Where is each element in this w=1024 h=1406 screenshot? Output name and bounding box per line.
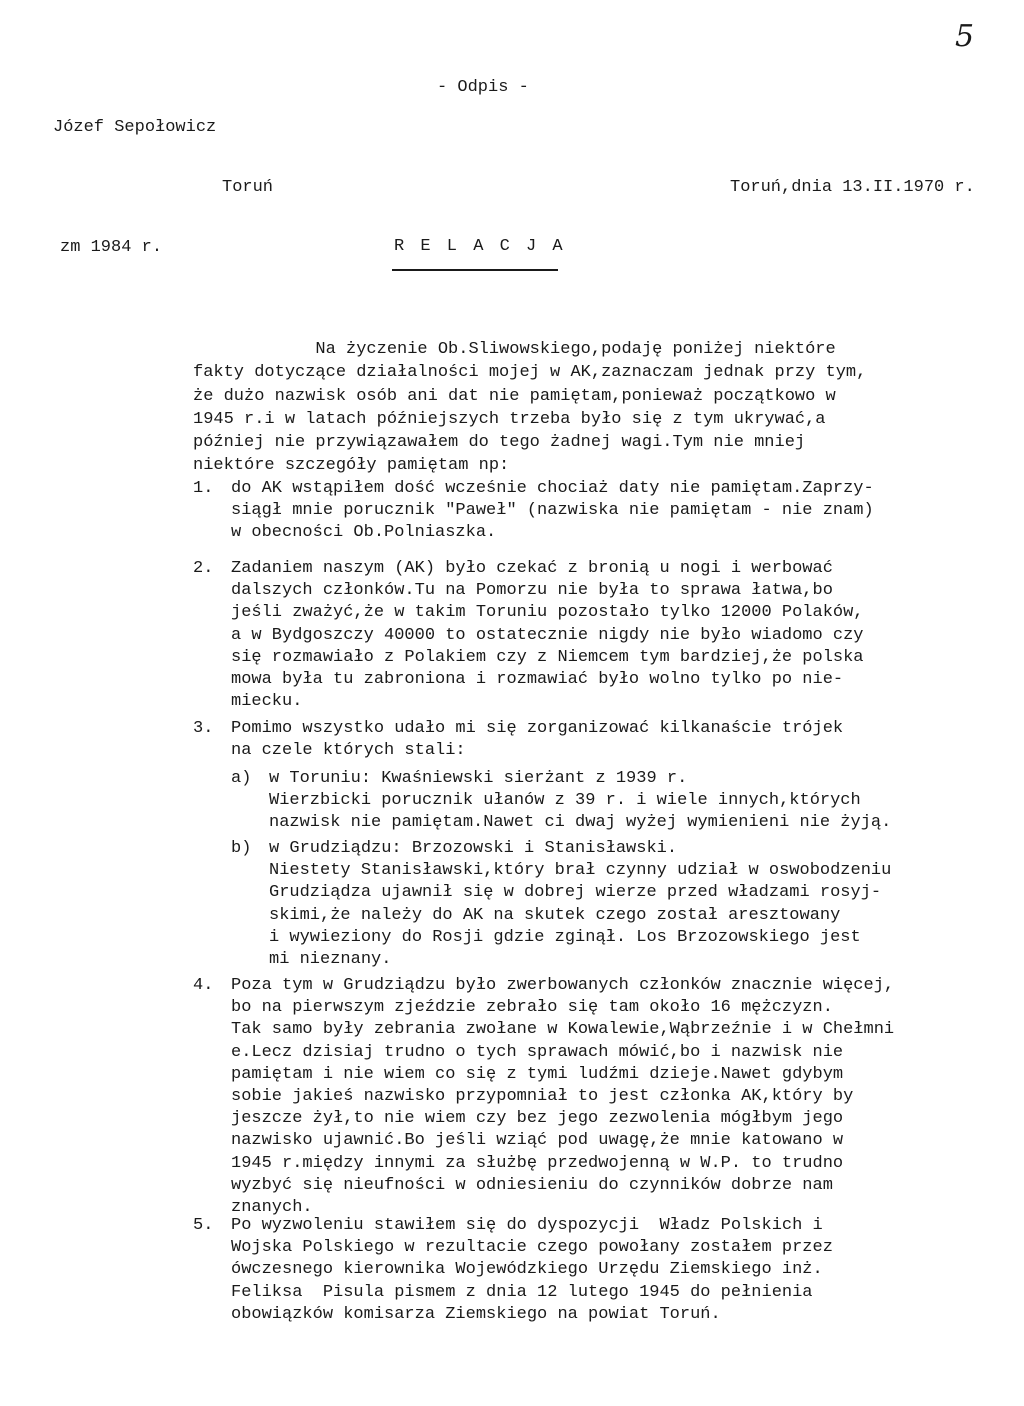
item-line: mowa była tu zabroniona i rozmawiać było wolno tylko po nie-: [231, 670, 844, 690]
author-name: Józef Sepołowicz: [53, 118, 217, 137]
item-line: 1945 r.między innymi za służbę przedwojenną w W.P. to trudno: [231, 1153, 844, 1173]
item-line: wyzbyć się nieufności w odniesieniu do czynników dobrze nam: [231, 1175, 833, 1195]
item-line: Feliksa Pisula pismem z dnia 12 lutego 1945 do pełnienia: [231, 1282, 813, 1302]
date-line: Toruń,dnia 13.II.1970 r.: [730, 178, 975, 197]
intro-line: że dużo nazwisk osób ani dat nie pamiętam,ponieważ początkowo w: [193, 386, 836, 406]
item-line: obowiązków komisarza Ziemskiego na powiat Toruń.: [231, 1304, 721, 1324]
subitem-line: w Toruniu: Kwaśniewski sierżant z 1939 r.: [269, 769, 688, 788]
item-line: Po wyzwoleniu stawiłem się do dyspozycji Władz Polskich i: [231, 1216, 823, 1235]
subitem-line: nazwisk nie pamiętam.Nawet ci dwaj wyżej wymienieni nie żyją.: [269, 813, 892, 833]
subitem-line: i wywieziony do Rosji gdzie zginął. Los Brzozowskiego jest: [269, 927, 861, 947]
author-death-note: zm 1984 r.: [60, 238, 163, 257]
title-underline: [392, 269, 558, 271]
intro-line: później nie przywiązawałem do tego żadnej wagi.Tym nie mniej: [193, 433, 806, 453]
author-block: [53, 78, 273, 298]
item-number: 1.: [193, 479, 214, 498]
item-number: 3.: [193, 719, 214, 738]
item-line: się rozmawiało z Polakiem czy z Niemcem tym bardziej,że polska: [231, 647, 864, 667]
item-number: 5.: [193, 1216, 214, 1235]
subitem-line: Grudziądza ujawnił się w dobrej wierze przed władzami rosyj-: [269, 883, 882, 903]
item-number: 4.: [193, 976, 214, 995]
subitem-text: [269, 838, 1019, 971]
item-line: do AK wstąpiłem dość wcześnie chociaż daty nie pamiętam.Zaprzy-: [231, 479, 874, 498]
item-line: sobie jakieś nazwisko przypomniał to jest członka AK,który by: [231, 1087, 854, 1107]
item-line: Zadaniem naszym (AK) było czekać z bronią u nogi i werbować: [231, 559, 833, 578]
item-text: [231, 478, 1011, 545]
item-line: znanych.: [231, 1198, 313, 1218]
item-number: 2.: [193, 559, 214, 578]
item-text: [231, 558, 1011, 713]
copy-label: - Odpis -: [437, 78, 529, 97]
item-line: Poza tym w Grudziądzu było zwerbowanych członków znacznie więcej,: [231, 976, 895, 995]
intro-paragraph: [193, 338, 1003, 478]
item-text: [231, 975, 1011, 1219]
author-city: Toruń: [222, 178, 274, 197]
item-line: jeszcze żył,to nie wiem czy bez jego zezwolenia mógłbym jego: [231, 1109, 844, 1129]
subitem-line: Wierzbicki porucznik ułanów z 39 r. i wiele innych,których: [269, 791, 861, 811]
subitem-line: Niestety Stanisławski,który brał czynny udział w oswobodzeniu: [269, 861, 892, 881]
document-title: R E L A C J A: [394, 237, 566, 256]
item-line: miecku.: [231, 692, 303, 712]
subitem-line: mi nieznany.: [269, 950, 392, 970]
item-line: Wojska Polskiego w rezultacie czego powołany zostałem przez: [231, 1238, 833, 1258]
intro-line: niektóre szczegóły pamiętam np:: [193, 456, 510, 476]
subitem-text: [269, 768, 1019, 835]
item-line: dalszych członków.Tu na Pomorzu nie była to sprawa łatwa,bo: [231, 581, 833, 601]
intro-line: 1945 r.i w latach późniejszych trzeba było się z tym ukrywać,a: [193, 409, 826, 429]
item-line: e.Lecz dzisiaj trudno o tych sprawach mówić,bo i nazwisk nie: [231, 1042, 844, 1062]
intro-line: fakty dotyczące działalności mojej w AK,zaznaczam jednak przy tym,: [193, 363, 867, 383]
subitem-line: skimi,że należy do AK na skutek czego został aresztowany: [269, 905, 841, 925]
item-text: [231, 1215, 1011, 1326]
item-line: na czele których stali:: [231, 741, 466, 761]
subitem-line: w Grudziądzu: Brzozowski i Stanisławski.: [269, 839, 678, 858]
item-line: a w Bydgoszczy 40000 to ostatecznie nigdy nie było wiadomo czy: [231, 625, 864, 645]
subitem-label: a): [231, 769, 252, 788]
item-line: ówczesnego kierownika Wojewódzkiego Urzędu Ziemskiego inż.: [231, 1260, 823, 1280]
item-line: pamiętam i nie wiem co się z tymi ludźmi dzieje.Nawet gdybym: [231, 1064, 844, 1084]
item-text: [231, 718, 1011, 762]
item-line: Tak samo były zebrania zwołane w Kowalewie,Wąbrzeźnie i w Chełmni: [231, 1020, 895, 1040]
item-line: w obecności Ob.Polniaszka.: [231, 523, 497, 543]
intro-line: Na życzenie Ob.Sliwowskiego,podaję poniżej niektóre: [193, 340, 836, 359]
item-line: jeśli zważyć,że w takim Toruniu pozostało tylko 12000 Polaków,: [231, 603, 864, 623]
page-number: 5: [955, 19, 975, 54]
item-line: Pomimo wszystko udało mi się zorganizować kilkanaście trójek: [231, 719, 844, 738]
item-line: siągł mnie porucznik "Paweł" (nazwiska nie pamiętam - nie znam): [231, 501, 874, 521]
subitem-label: b): [231, 839, 252, 858]
item-line: bo na pierwszym zjeździe zebrało się tam około 16 mężczyzn.: [231, 998, 833, 1018]
item-line: nazwisko ujawnić.Bo jeśli wziąć pod uwagę,że mnie katowano w: [231, 1131, 844, 1151]
